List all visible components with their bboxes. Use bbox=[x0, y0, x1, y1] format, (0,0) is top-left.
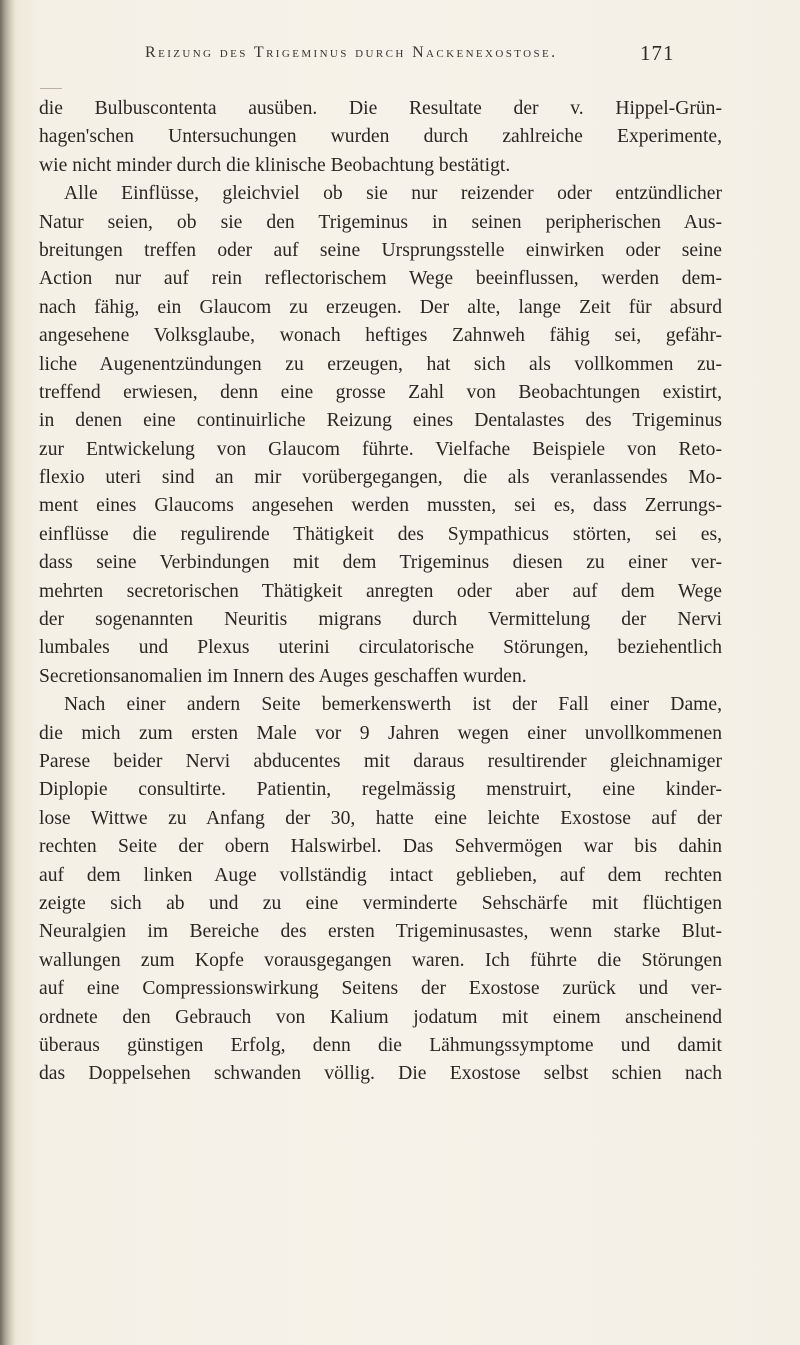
running-title: Reizung des Trigeminus durch Nackenexostose. bbox=[145, 44, 558, 61]
text-line: die Bulbuscontenta ausüben. Die Resultate der v. Hippel-Grün- bbox=[39, 98, 722, 119]
text-line: Secretionsanomalien im Innern des Auges geschaffen wurden. bbox=[39, 665, 527, 687]
text-line: hagen'schen Untersuchungen wurden durch zahlreiche Experimente, bbox=[39, 126, 722, 148]
text-line: lose Wittwe zu Anfang der 30, hatte eine leichte Exostose auf der bbox=[39, 807, 722, 829]
page-number: 171 bbox=[640, 41, 675, 65]
text-line: wie nicht minder durch die klinische Beobachtung bestätigt. bbox=[39, 154, 511, 176]
text-line: flexio uteri sind an mir vorübergegangen, die als veranlassendes Mo- bbox=[39, 467, 722, 489]
page-binding-edge bbox=[0, 0, 16, 1345]
body-text bbox=[39, 95, 722, 1089]
text-line: Action nur auf rein reflectorischem Wege beeinflussen, werden dem- bbox=[39, 268, 722, 290]
text-line: Parese beider Nervi abducentes mit daraus resultirender gleichnamiger bbox=[39, 750, 722, 772]
text-line: angesehene Volksglaube, wonach heftiges Zahnweh fähig sei, gefähr- bbox=[39, 325, 722, 347]
text-line: ordnete den Gebrauch von Kalium jodatum mit einem anscheinend bbox=[39, 1006, 722, 1028]
text-line: auf eine Compressionswirkung Seitens der Exostose zurück und ver- bbox=[39, 978, 722, 1000]
text-line: einflüsse die regulirende Thätigkeit des Sympathicus störten, sei es, bbox=[39, 523, 722, 545]
text-line: zeigte sich ab und zu eine verminderte Sehschärfe mit flüchtigen bbox=[39, 892, 722, 914]
text-line: lumbales und Plexus uterini circulatorische Störungen, beziehentlich bbox=[39, 637, 722, 659]
text-line: breitungen treffen oder auf seine Ursprungsstelle einwirken oder seine bbox=[39, 239, 722, 261]
text-line: wallungen zum Kopfe vorausgegangen waren. Ich führte die Störungen bbox=[39, 949, 722, 971]
paragraph-first-line: Nach einer andern Seite bemerkenswerth ist der Fall einer Dame, bbox=[64, 694, 722, 716]
text-line: Diplopie consultirte. Patientin, regelmässig menstruirt, eine kinder- bbox=[39, 779, 722, 801]
text-line: dass seine Verbindungen mit dem Trigeminus diesen zu einer ver- bbox=[39, 552, 722, 574]
text-line: das Doppelsehen schwanden völlig. Die Exostose selbst schien nach bbox=[39, 1063, 722, 1085]
text-line: überaus günstigen Erfolg, denn die Lähmungssymptome und damit bbox=[39, 1034, 722, 1056]
text-line: nach fähig, ein Glaucom zu erzeugen. Der alte, lange Zeit für absurd bbox=[39, 296, 722, 318]
text-line: liche Augenentzündungen zu erzeugen, hat sich als vollkommen zu- bbox=[39, 353, 722, 375]
running-head bbox=[0, 41, 800, 74]
text-line: der sogenannten Neuritis migrans durch Vermittelung der Nervi bbox=[39, 609, 722, 631]
text-line: in denen eine continuirliche Reizung eines Dentalastes des Trigeminus bbox=[39, 410, 722, 432]
header-rule bbox=[40, 88, 62, 89]
text-line: mehrten secretorischen Thätigkeit anregten oder aber auf dem Wege bbox=[39, 580, 722, 602]
text-line: zur Entwickelung von Glaucom führte. Vielfache Beispiele von Reto- bbox=[39, 438, 722, 460]
text-line: rechten Seite der obern Halswirbel. Das Sehvermögen war bis dahin bbox=[39, 836, 722, 858]
text-line: die mich zum ersten Male vor 9 Jahren wegen einer unvollkommenen bbox=[39, 722, 722, 744]
text-line: Neuralgien im Bereiche des ersten Trigeminusastes, wenn starke Blut- bbox=[39, 921, 722, 943]
text-line: Natur seien, ob sie den Trigeminus in seinen peripherischen Aus- bbox=[39, 211, 722, 233]
paragraph-first-line: Alle Einflüsse, gleichviel ob sie nur reizender oder entzündlicher bbox=[64, 183, 722, 205]
text-line: ment eines Glaucoms angesehen werden mussten, sei es, dass Zerrungs- bbox=[39, 495, 722, 517]
text-line: auf dem linken Auge vollständig intact geblieben, auf dem rechten bbox=[39, 864, 722, 886]
text-line: treffend erwiesen, denn eine grosse Zahl von Beobachtungen existirt, bbox=[39, 381, 722, 403]
